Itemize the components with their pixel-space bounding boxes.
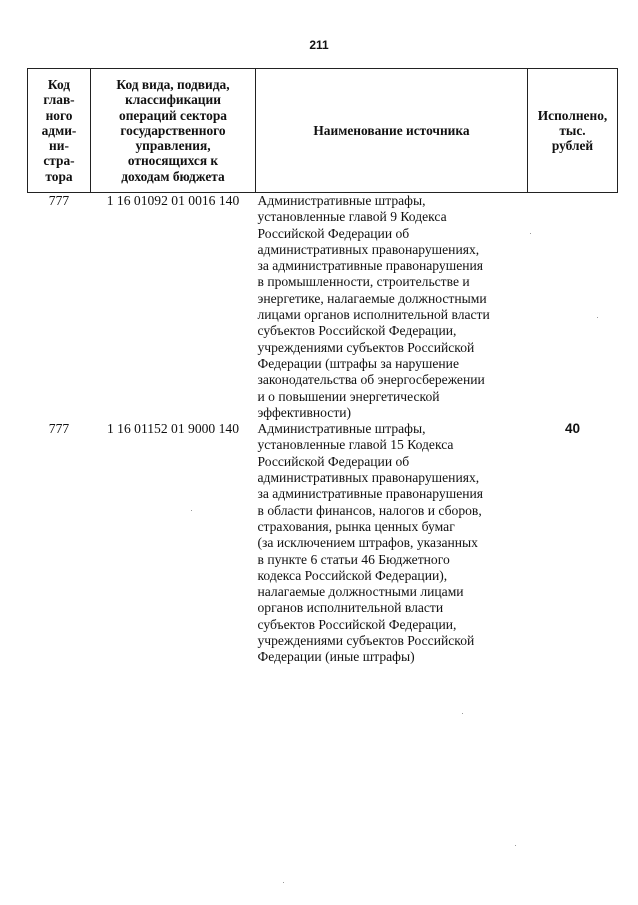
source-name-line: налагаемые должностными лицами — [257, 584, 464, 600]
source-name-line: и о повышении энергетической — [257, 388, 440, 404]
table-row — [28, 193, 618, 422]
source-name-line: органов исполнительной власти — [257, 600, 444, 616]
source-name-line: установленные главой 9 Кодекса — [257, 209, 447, 225]
scan-speckle — [530, 233, 531, 234]
header-amount — [528, 69, 618, 193]
header-row — [28, 69, 618, 193]
admin-code-cell: 777 — [48, 421, 70, 437]
source-name-line: Административные штрафы, — [257, 421, 426, 437]
scan-speckle — [597, 317, 598, 318]
amount-cell: 40 — [564, 421, 581, 437]
header-line: адми- — [41, 122, 77, 138]
header-line: Код вида, подвида, — [116, 77, 230, 93]
income-code-cell: 1 16 01092 01 0016 140 — [106, 193, 240, 208]
source-name-line: в области финансов, налогов и сборов, — [257, 502, 482, 518]
source-name-line: Федерации (штрафы за нарушение — [257, 355, 459, 371]
source-name-line: установленные главой 15 Кодекса — [257, 437, 454, 453]
table-row — [28, 421, 618, 665]
header-line: тыс. — [559, 122, 586, 138]
source-name-line: законодательства об энергосбережении — [257, 372, 485, 388]
header-income-code — [91, 69, 256, 193]
source-name-line: эффективности) — [257, 404, 352, 420]
source-name-line: административных правонарушениях, — [257, 241, 480, 257]
page-number: 211 — [309, 38, 329, 52]
scan-speckle — [462, 713, 463, 714]
income-code-cell: 1 16 01152 01 9000 140 — [106, 421, 240, 437]
header-line: Наименование источника — [313, 122, 470, 138]
source-name-line: Федерации (иные штрафы) — [257, 649, 415, 665]
scan-speckle — [283, 882, 284, 883]
source-name-cell — [256, 193, 528, 422]
table-body — [28, 193, 618, 666]
source-name-line: (за исключением штрафов, указанных — [257, 535, 478, 551]
source-name-line: в пункте 6 статьи 46 Бюджетного — [257, 551, 450, 567]
header-line: рублей — [551, 138, 594, 154]
source-name-line: учреждениями субъектов Российской — [257, 633, 475, 649]
scan-speckle — [515, 845, 516, 846]
header-line: классификации — [125, 92, 221, 108]
header-line: государственного — [120, 122, 226, 138]
header-admin-code — [28, 69, 91, 193]
amount-cell — [528, 193, 618, 422]
header-line: управления, — [135, 138, 211, 154]
source-name-line: Российской Федерации об — [257, 225, 410, 241]
header-line: ного — [45, 107, 73, 123]
header-line: доходам бюджета — [121, 168, 225, 184]
header-line: Исполнено, — [537, 107, 608, 123]
table-header — [28, 69, 618, 193]
header-line: операций сектора — [119, 107, 227, 123]
source-name-line: энергетике, налагаемые должностными — [257, 290, 487, 306]
header-line: тора — [45, 168, 73, 184]
header-line: ни- — [49, 138, 69, 154]
header-line: стра- — [43, 153, 75, 169]
budget-table — [27, 68, 618, 666]
source-name-line: кодекса Российской Федерации), — [257, 567, 448, 583]
header-line: Код — [47, 77, 71, 93]
source-name-cell — [256, 421, 528, 665]
source-name-line: в промышленности, строительстве и — [257, 274, 470, 290]
source-name-line: Российской Федерации об — [257, 453, 410, 469]
source-name-line: Административные штрафы, — [257, 193, 426, 208]
scan-speckle — [191, 510, 192, 511]
source-name-line: субъектов Российской Федерации, — [257, 323, 457, 339]
admin-code-cell: 777 — [48, 193, 70, 208]
source-name-line: учреждениями субъектов Российской — [257, 339, 475, 355]
source-name-line: за административные правонарушения — [257, 258, 484, 274]
header-line: относящихся к — [127, 153, 219, 169]
source-name-line: субъектов Российской Федерации, — [257, 616, 457, 632]
header-line: глав- — [43, 92, 75, 108]
source-name-line: за административные правонарушения — [257, 486, 484, 502]
source-name-line: лицами органов исполнительной власти — [257, 307, 490, 323]
source-name-line: страхования, рынка ценных бумаг — [257, 518, 455, 534]
source-name-line: административных правонарушениях, — [257, 470, 480, 486]
header-source-name — [256, 69, 528, 193]
